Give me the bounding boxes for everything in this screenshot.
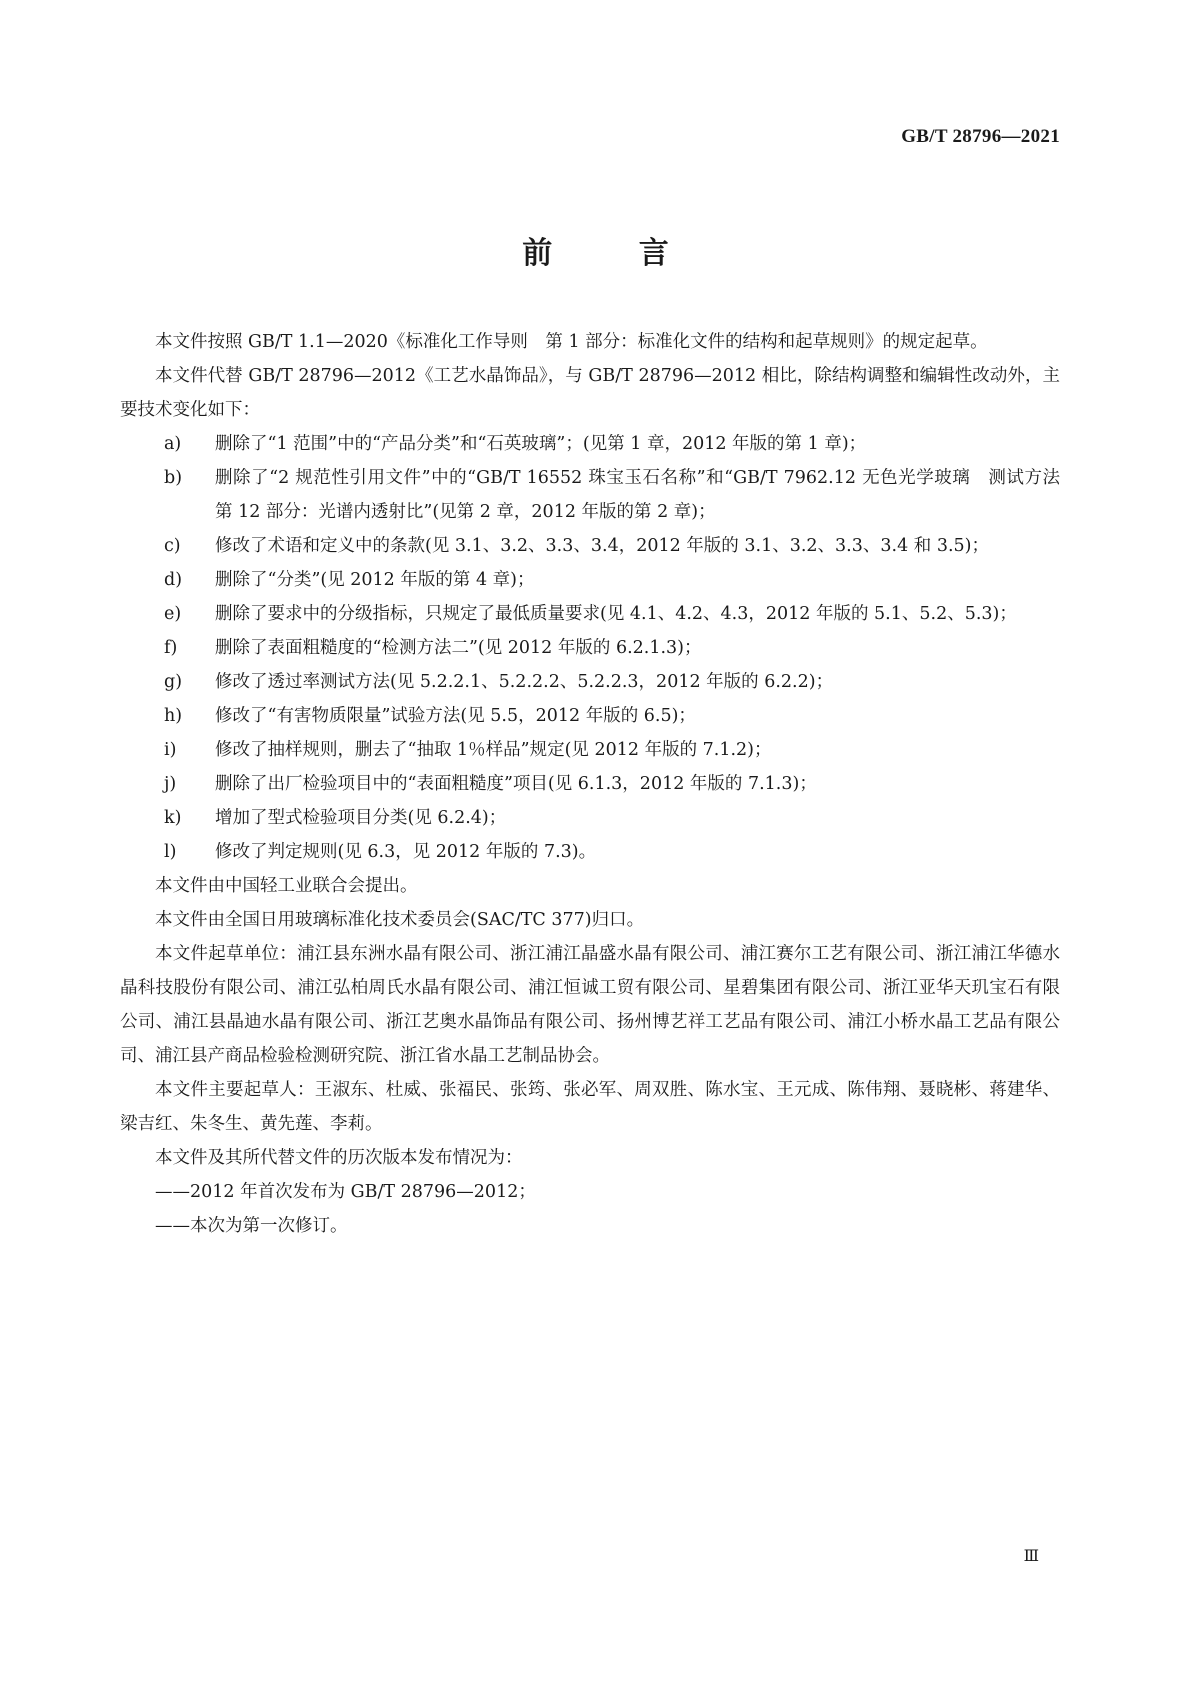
list-item-label: h) — [164, 706, 183, 726]
list-item — [120, 665, 1060, 699]
list-item — [120, 631, 1060, 665]
replacement-paragraph: 本文件代替 GB/T 28796—2012《工艺水晶饰品》，与 GB/T 28796—2012 相比，除结构调整和编辑性改动外，主要技术变化如下： — [120, 366, 1060, 420]
history-item: ——本次为第一次修订。 — [155, 1216, 348, 1236]
list-item-label: c) — [164, 536, 181, 556]
list-item — [120, 801, 1060, 835]
standard-code: GB/T 28796—2021 — [901, 126, 1060, 147]
list-item-text: 修改了术语和定义中的条款(见 3.1、3.2、3.3、3.4，2012 年版的 3.1、3.2、3.3、3.4 和 3.5)； — [215, 536, 989, 556]
list-item-label: b) — [164, 468, 183, 488]
list-item-text: 修改了“有害物质限量”试验方法(见 5.5，2012 年版的 6.5)； — [215, 706, 696, 726]
list-item — [120, 767, 1060, 801]
drafters-paragraph: 本文件主要起草人：王淑东、杜威、张福民、张筠、张必军、周双胜、陈水宝、王元成、陈伟翔、聂晓彬、蒋建华、梁吉红、朱冬生、黄先莲、李莉。 — [120, 1080, 1060, 1134]
list-item-text: 修改了抽样规则，删去了“抽取 1％样品”规定(见 2012 年版的 7.1.2)； — [215, 740, 772, 760]
history-list — [120, 1175, 1060, 1243]
list-item-text: 删除了“1 范围”中的“产品分类”和“石英玻璃”；(见第 1 章，2012 年版的第 1 章)； — [215, 434, 867, 454]
list-item-text: 删除了要求中的分级指标，只规定了最低质量要求(见 4.1、4.2、4.3，2012 年版的 5.1、5.2、5.3)； — [215, 604, 1017, 624]
committee-paragraph: 本文件由全国日用玻璃标准化技术委员会(SAC/TC 377)归口。 — [155, 910, 645, 930]
list-item — [120, 835, 1060, 869]
page-number: Ⅲ — [1023, 1548, 1039, 1565]
drafting-units-paragraph: 本文件起草单位：浦江县东洲水晶有限公司、浙江浦江晶盛水晶有限公司、浦江赛尔工艺有限公司、浙江浦江华德水晶科技股份有限公司、浦江弘柏周氏水晶有限公司、浦江恒诚工贸有限公司、星碧集团有限公司、浙江亚华天玑宝石有限公司、浦江县晶迪水晶有限公司、浙江艺奥水晶饰品有限公司、扬州博艺祥工艺品有限公司、浦江小桥水晶工艺品有限公司、浦江县产商品检验检测研究院、浙江省水晶工艺制品协会。 — [120, 944, 1060, 1066]
page-title: 前 言 — [522, 236, 707, 271]
intro-paragraph: 本文件按照 GB/T 1.1—2020《标准化工作导则 第 1 部分：标准化文件的结构和起草规则》的规定起草。 — [155, 332, 988, 352]
list-item-text: 删除了“2 规范性引用文件”中的“GB/T 16552 珠宝玉石名称”和“GB/T 7962.12 无色光学玻璃 测试方法 第 12 部分：光谱内透射比”(见第 2 章，2012 年版的第 2 章)； — [215, 468, 1078, 522]
list-item-text: 删除了“分类”(见 2012 年版的第 4 章)； — [215, 570, 535, 590]
list-item — [120, 427, 1060, 461]
list-item-label: j) — [164, 774, 177, 794]
list-item-label: l) — [164, 842, 177, 862]
list-item — [120, 529, 1060, 563]
list-item-label: a) — [164, 434, 182, 454]
list-item-label: i) — [164, 740, 177, 760]
list-item — [120, 563, 1060, 597]
list-item-text: 删除了出厂检验项目中的“表面粗糙度”项目(见 6.1.3，2012 年版的 7.1.3)； — [215, 774, 817, 794]
changes-list — [120, 427, 1078, 869]
document-body — [120, 325, 1078, 1243]
list-item-label: d) — [164, 570, 183, 590]
list-item — [120, 597, 1060, 631]
list-item-text: 删除了表面粗糙度的“检测方法二”(见 2012 年版的 6.2.1.3)； — [215, 638, 702, 658]
list-item-text: 修改了判定规则(见 6.3，见 2012 年版的 7.3)。 — [215, 842, 597, 862]
list-item — [120, 699, 1060, 733]
list-item-label: f) — [164, 638, 178, 658]
proposer-paragraph: 本文件由中国轻工业联合会提出。 — [155, 876, 418, 896]
list-item-label: e) — [164, 604, 182, 624]
list-item — [120, 461, 1078, 529]
history-intro-paragraph: 本文件及其所代替文件的历次版本发布情况为： — [155, 1148, 523, 1168]
list-item-text: 增加了型式检验项目分类(见 6.2.4)； — [215, 808, 507, 828]
list-item-label: k) — [164, 808, 182, 828]
list-item-label: g) — [164, 672, 183, 692]
list-item-text: 修改了透过率测试方法(见 5.2.2.1、5.2.2.2、5.2.2.3，2012 年版的 6.2.2)； — [215, 672, 834, 692]
history-item: ——2012 年首次发布为 GB/T 28796—2012； — [155, 1182, 536, 1202]
list-item — [120, 733, 1060, 767]
